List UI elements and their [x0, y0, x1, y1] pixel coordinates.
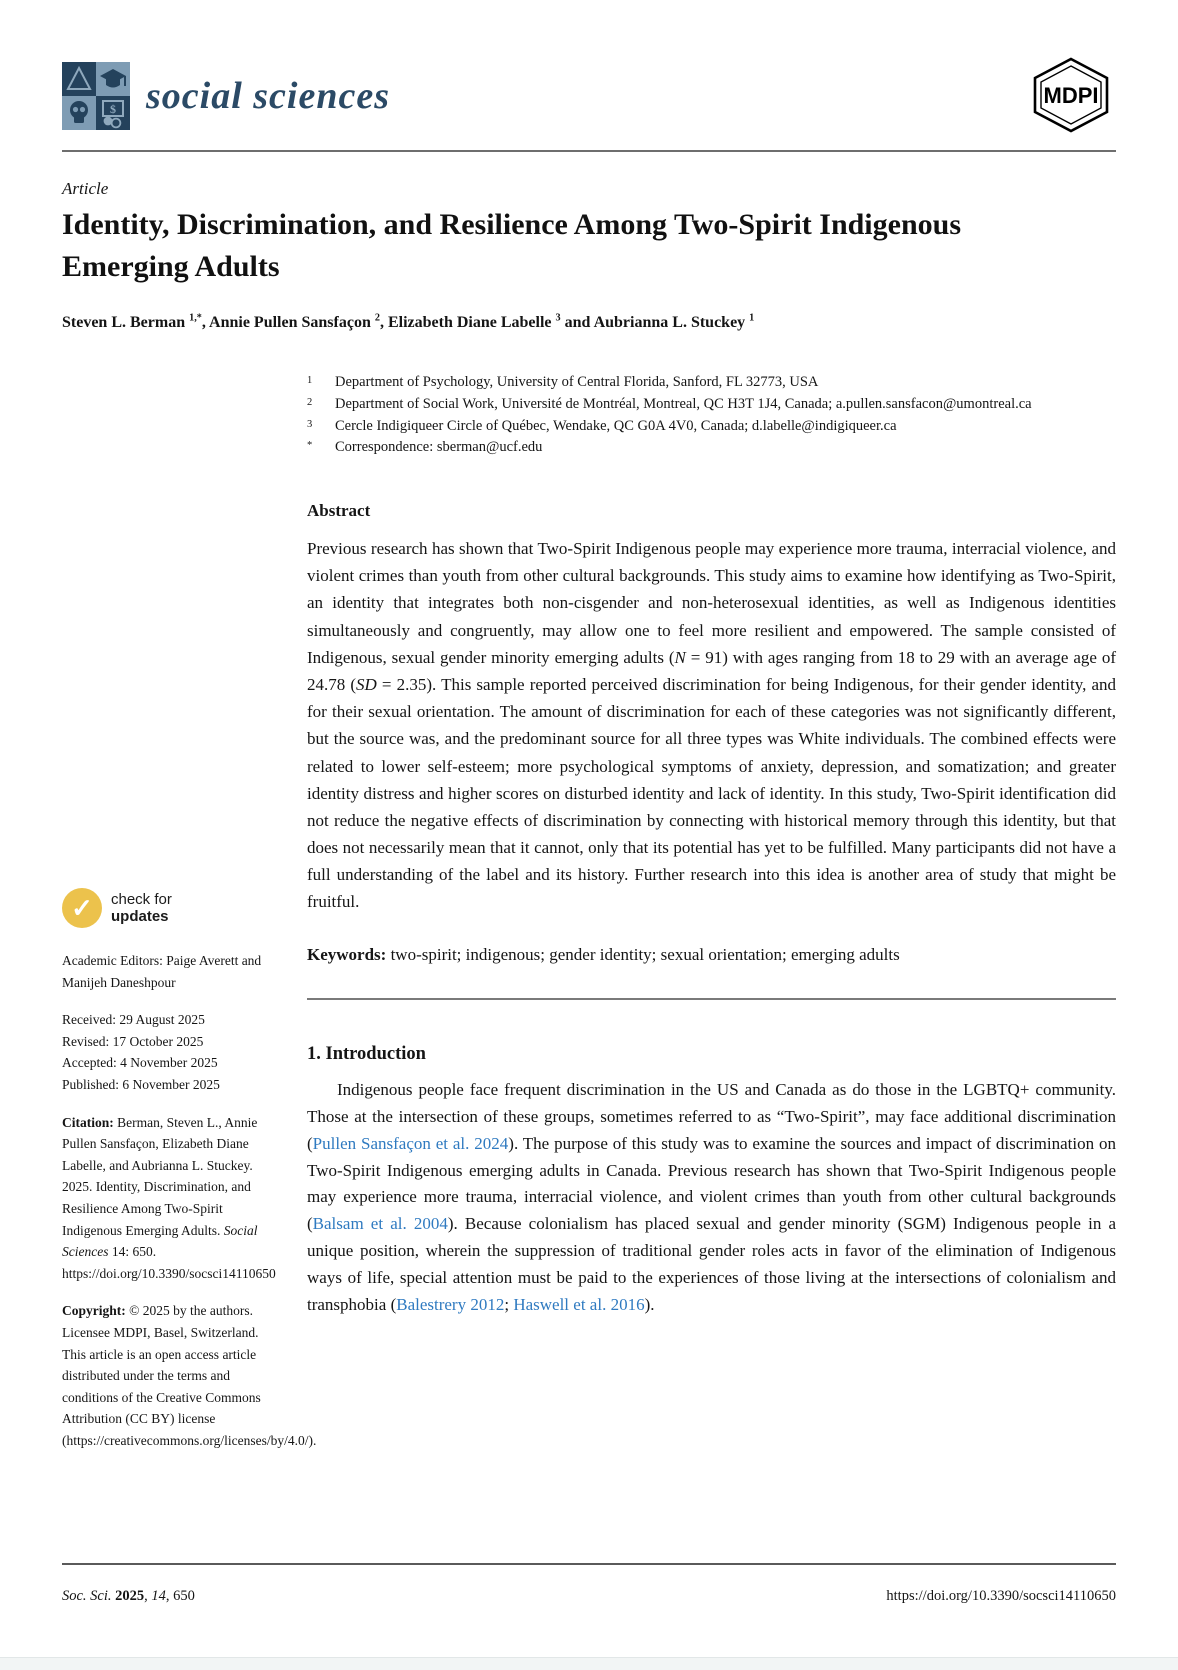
copyright-block: [62, 1300, 317, 1451]
revised-date: Revised: 17 October 2025: [62, 1033, 204, 1049]
check-for-updates-badge[interactable]: [62, 888, 282, 928]
abstract-heading: Abstract: [307, 501, 371, 520]
affiliation-row: [307, 372, 1116, 394]
introduction-paragraph: Indigenous people face frequent discrimination in the US and Canada as do those in the LGBTQ+ community. Those at the intersection of these groups, sometimes referred to as “Two-Spirit”, may face additional discrimination (Pullen Sansfaçon et al. 2024). The purpose of this study was to examine the sources and impact of discrimination on Two-Spirit Indigenous emerging adults in Canada. Previous research has shown that Two-Spirit Indigenous people may experience more trauma, interracial violence, and violent crimes than youth from other cultural backgrounds (Balsam et al. 2004). Because colonialism has placed sexual and gender minority (SGM) Indigenous people in a unique position, wherein the suppression of traditional gender roles acts in favor of the elimination of Indigenous ways of life, special attention must be paid to the experiences of those living at the intersections of colonialism and transphobia (Balestrery 2012; Haswell et al. 2016).: [307, 1079, 1117, 1314]
article-dates: [62, 1009, 282, 1095]
affiliation-text: Cercle Indigiqueer Circle of Québec, Wendake, QC G0A 4V0, Canada; d.labelle@indigiqueer.ca: [335, 417, 897, 434]
authors-line: Steven L. Berman $^{1,*}$, Annie Pullen Sansfaçon $^2$, Elizabeth Diane Labelle $^3$ and Aubrianna L. Stuckey $^1$: [62, 312, 755, 331]
journal-logo: [62, 62, 390, 130]
affiliation-text: Department of Social Work, Université de Montréal, Montreal, QC H3T 1J4, Canada; a.pullen.sansfacon@umontreal.ca: [335, 395, 1032, 412]
citation-block: [62, 1112, 282, 1285]
keywords-label: Keywords:: [307, 944, 387, 964]
abstract-text: Previous research has shown that Two-Spirit Indigenous people may experience more trauma, interracial violence, and violent crimes than youth from other cultural backgrounds. This study aims to examine how identifying as Two-Spirit, an identity that integrates both non-cisgender and non-heterosexual identities, as well as Indigenous identities simultaneously and congruently, may allow one to feel more resilient and empowered. The sample consisted of Indigenous, sexual gender minority emerging adults (N = 91) with ages ranging from 18 to 29 with an average age of 24.78 (SD = 2.35). This sample reported perceived discrimination for being Indigenous, for their gender identity, and for their sexual orientation. The amount of discrimination for each of these categories was not significantly different, but the source was, and the predominant source for all three types was White individuals. The combined effects were related to lower self-esteem; more psychological symptoms of anxiety, depression, and somatization; and greater identity distress and higher scores on disturbed identity and lack of identity. In this study, Two-Spirit identification did not reduce the negative effects of discrimination by connecting with historical memory through this identity, but that does not necessarily mean that it cannot, only that its potential has yet to be fulfilled. Many participants did not have a full understanding of the label and its history. Further research into this idea is another area of study that might be fruitful.: [307, 539, 1116, 912]
citation-link[interactable]: Pullen Sansfaçon et al. 2024: [312, 1133, 509, 1153]
affiliation-marker: 1: [307, 375, 313, 386]
affiliation-marker: 2: [307, 396, 313, 408]
check-for-updates-label: check for updates: [111, 890, 172, 925]
next-page-edge: [0, 1657, 1178, 1670]
academic-editors: Academic Editors: Paige Averett and Manijeh Daneshpour: [62, 953, 262, 990]
published-date: Published: 6 November 2025: [62, 1076, 220, 1092]
citation-text: Berman, Steven L., Annie Pullen Sansfaçon, Elizabeth Diane Labelle, and Aubrianna L. Stuckey. 2025. Identity, Discrimination, and Resilience Among Two-Spirit Indigenous Emerging Adults. Social Sciences 14: 650. https://doi.org/10.3390/socsci14110650: [62, 1114, 276, 1281]
received-date: Received: 29 August 2025: [62, 1012, 205, 1028]
citation-link[interactable]: Balestrery 2012: [396, 1294, 505, 1314]
affiliation-marker: 3: [307, 418, 313, 430]
mdpi-wordmark: MDPI: [1043, 83, 1099, 108]
footer-doi-link[interactable]: https://doi.org/10.3390/socsci14110650: [886, 1588, 1116, 1604]
affiliation-row: [307, 416, 1116, 438]
section-divider: [307, 998, 1116, 1000]
affiliation-row: [307, 394, 1116, 416]
footer-divider: [62, 1563, 1116, 1565]
footer-journal-reference: Soc. Sci. 2025, 14, 650: [62, 1588, 195, 1604]
mdpi-logo: [1028, 56, 1114, 139]
correspondence-text: Correspondence: sberman@ucf.edu: [335, 439, 543, 456]
svg-text:$: $: [110, 102, 116, 116]
affiliation-text: Department of Psychology, University of Central Florida, Sanford, FL 32773, USA: [335, 374, 819, 390]
graduation-cap-icon: [96, 62, 130, 96]
main-column: [307, 372, 1116, 1319]
economics-board-icon: [96, 96, 130, 130]
header-divider: [62, 150, 1116, 152]
copyright-text: © 2025 by the authors. Licensee MDPI, Basel, Switzerland. This article is an open access article distributed under the terms and conditions of the Creative Commons Attribution (CC BY) license (https://creativecommons.org/licenses/by/4.0/).: [62, 1303, 317, 1448]
checkmark-icon: ✓: [62, 888, 102, 928]
copyright-label: Copyright:: [62, 1303, 126, 1319]
left-sidebar: [62, 888, 317, 1451]
journal-logo-grid: [62, 62, 130, 130]
affiliation-marker: *: [307, 440, 313, 452]
pyramid-icon: [62, 62, 96, 96]
keywords-line: [307, 942, 1116, 968]
page-title: Identity, Discrimination, and Resilience Among Two-Spirit Indigenous Emerging Adults: [62, 208, 962, 283]
introduction-heading: 1. Introduction: [307, 1043, 426, 1064]
citation-label: Citation:: [62, 1114, 114, 1130]
footer: [62, 1588, 1116, 1605]
affiliation-row: [307, 437, 1116, 459]
journal-name: social sciences: [146, 75, 391, 117]
citation-link[interactable]: Haswell et al. 2016: [513, 1294, 645, 1314]
citation-link[interactable]: Balsam et al. 2004: [312, 1214, 448, 1234]
article-type-label: Article: [62, 179, 109, 198]
accepted-date: Accepted: 4 November 2025: [62, 1055, 218, 1071]
skull-icon: [62, 96, 96, 130]
keywords-text: two-spirit; indigenous; gender identity; sexual orientation; emerging adults: [390, 944, 900, 964]
